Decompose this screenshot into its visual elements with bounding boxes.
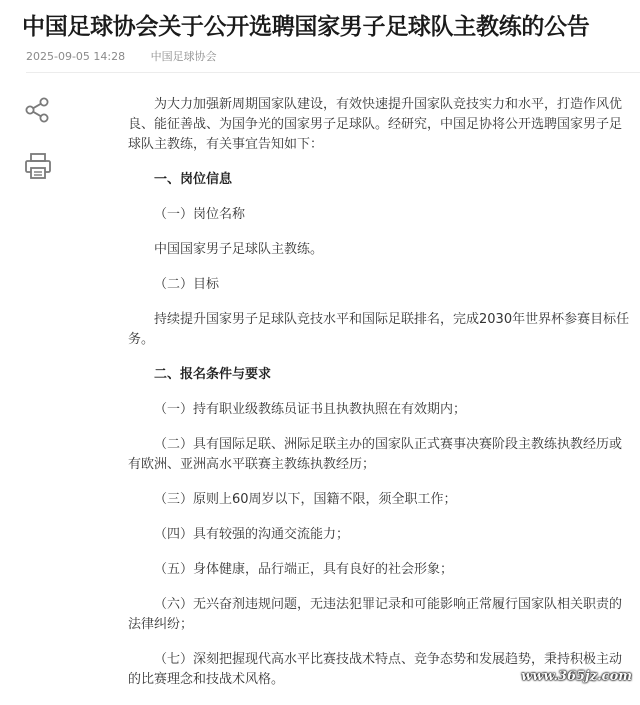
article-source: 中国足球协会	[150, 50, 217, 63]
share-button[interactable]	[22, 94, 54, 126]
article-meta	[26, 50, 239, 64]
goal-text: 持续提升国家男子足球队竞技水平和国际足联排名，完成2030年世界杯参赛目标任务。	[128, 312, 630, 347]
section-heading-2: 二、报名条件与要求	[154, 367, 272, 382]
requirement-2: （二）具有国际足联、洲际足联主办的国家队正式赛事决赛阶段主教练执教经历或有欧洲、亚洲高水平联赛主教练执教经历；	[128, 437, 623, 472]
intro-paragraph: 为大力加强新周期国家队建设，有效快速提升国家队竞技实力和水平，打造作风优良、能征善战、为国争光的国家男子足球队。经研究，中国足协将公开选聘国家男子足球队主教练，有关事宜告知如下：	[128, 97, 623, 152]
page-title: 中国足球协会关于公开选聘国家男子足球队主教练的公告	[22, 14, 590, 40]
article-body	[128, 95, 632, 705]
publish-date: 2025-09-05 14:28	[26, 50, 126, 63]
requirement-6: （六）无兴奋剂违规问题，无违法犯罪记录和可能影响正常履行国家队相关职责的法律纠纷；	[128, 597, 623, 632]
subheading-position-name: （一）岗位名称	[154, 207, 246, 222]
requirement-1: （一）持有职业级教练员证书且执教执照在有效期内；	[154, 402, 467, 417]
requirement-4: （四）具有较强的沟通交流能力；	[154, 527, 350, 542]
position-name-text: 中国国家男子足球队主教练。	[154, 242, 324, 257]
subheading-goal: （二）目标	[154, 277, 220, 292]
share-icon	[24, 96, 52, 124]
requirement-5: （五）身体健康，品行端正，具有良好的社会形象；	[154, 562, 454, 577]
section-heading-1: 一、岗位信息	[154, 172, 233, 187]
requirement-7: （七）深刻把握现代高水平比赛技战术特点、竞争态势和发展趋势，秉持积极主动的比赛理念和技战术风格。	[128, 652, 623, 687]
header-divider	[26, 72, 640, 73]
print-button[interactable]	[22, 150, 54, 182]
requirement-3: （三）原则上60周岁以下，国籍不限，须全职工作；	[154, 492, 457, 507]
watermark: www.365jz.com	[521, 669, 632, 684]
printer-icon	[23, 151, 53, 181]
